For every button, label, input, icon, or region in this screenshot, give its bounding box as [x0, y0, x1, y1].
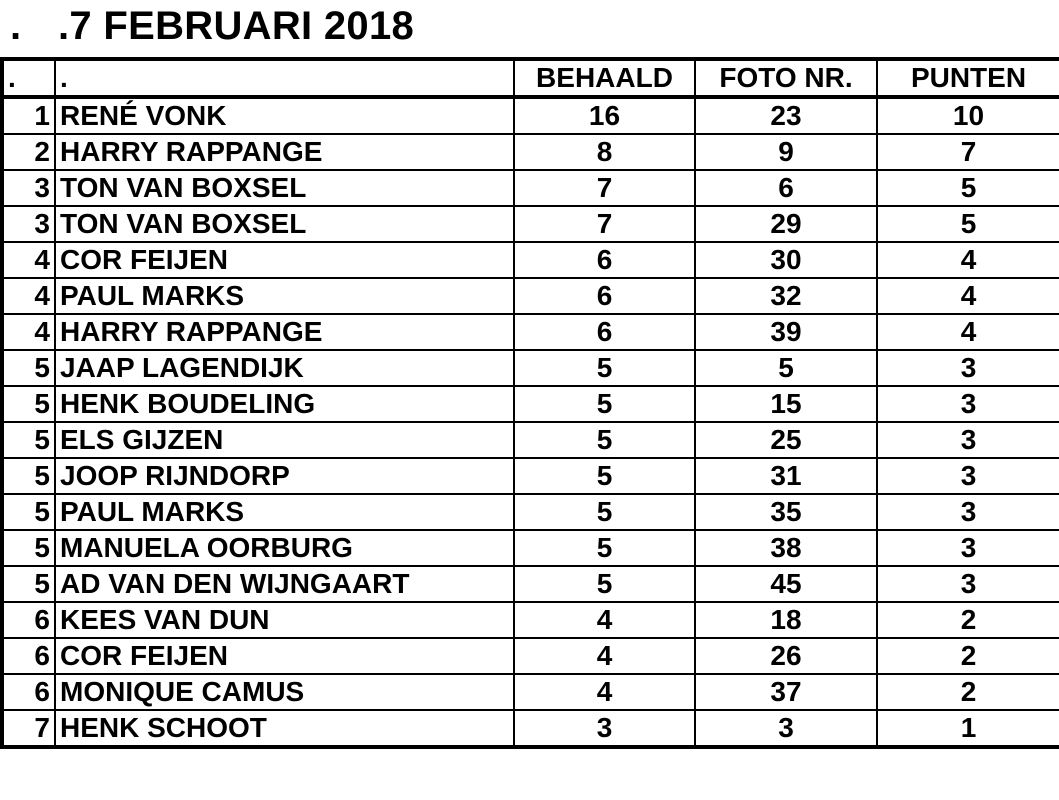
title-prefix: .	[10, 4, 22, 48]
cell-name: KEES VAN DUN	[55, 602, 514, 638]
table-row	[2, 314, 1059, 350]
cell-punten: 3	[877, 566, 1059, 602]
cell-rank: 6	[2, 602, 55, 638]
cell-foto-nr: 3	[695, 710, 877, 747]
table-row	[2, 278, 1059, 314]
cell-punten: 3	[877, 458, 1059, 494]
cell-rank: 5	[2, 458, 55, 494]
cell-behaald: 5	[514, 350, 695, 386]
cell-name: ELS GIJZEN	[55, 422, 514, 458]
table-row	[2, 710, 1059, 747]
table-row	[2, 530, 1059, 566]
cell-rank: 5	[2, 386, 55, 422]
cell-rank: 5	[2, 530, 55, 566]
cell-behaald: 6	[514, 278, 695, 314]
cell-name: PAUL MARKS	[55, 494, 514, 530]
table-row	[2, 602, 1059, 638]
cell-behaald: 4	[514, 638, 695, 674]
results-table	[0, 57, 1059, 749]
cell-foto-nr: 35	[695, 494, 877, 530]
cell-name: HENK BOUDELING	[55, 386, 514, 422]
cell-behaald: 6	[514, 314, 695, 350]
cell-rank: 4	[2, 242, 55, 278]
header-behaald: BEHAALD	[514, 59, 695, 97]
cell-behaald: 4	[514, 602, 695, 638]
cell-punten: 10	[877, 97, 1059, 134]
cell-rank: 4	[2, 278, 55, 314]
cell-name: MONIQUE CAMUS	[55, 674, 514, 710]
cell-name: TON VAN BOXSEL	[55, 206, 514, 242]
cell-foto-nr: 39	[695, 314, 877, 350]
cell-rank: 5	[2, 566, 55, 602]
cell-foto-nr: 37	[695, 674, 877, 710]
cell-rank: 4	[2, 314, 55, 350]
cell-name: RENÉ VONK	[55, 97, 514, 134]
header-row	[2, 59, 1059, 97]
table-row	[2, 458, 1059, 494]
cell-name: TON VAN BOXSEL	[55, 170, 514, 206]
table-row	[2, 494, 1059, 530]
cell-punten: 4	[877, 242, 1059, 278]
table-row	[2, 566, 1059, 602]
cell-punten: 2	[877, 638, 1059, 674]
table-row	[2, 386, 1059, 422]
cell-behaald: 8	[514, 134, 695, 170]
table-row	[2, 350, 1059, 386]
table-row	[2, 206, 1059, 242]
cell-punten: 4	[877, 278, 1059, 314]
table-row	[2, 134, 1059, 170]
header-rank: .	[2, 59, 55, 97]
cell-punten: 3	[877, 422, 1059, 458]
cell-behaald: 5	[514, 458, 695, 494]
cell-rank: 3	[2, 170, 55, 206]
table-row	[2, 674, 1059, 710]
cell-rank: 6	[2, 674, 55, 710]
cell-punten: 5	[877, 170, 1059, 206]
cell-name: COR FEIJEN	[55, 638, 514, 674]
title-text: .7 FEBRUARI 2018	[58, 4, 415, 48]
table-row	[2, 242, 1059, 278]
cell-punten: 4	[877, 314, 1059, 350]
cell-rank: 5	[2, 350, 55, 386]
cell-name: AD VAN DEN WIJNGAART	[55, 566, 514, 602]
cell-behaald: 5	[514, 494, 695, 530]
cell-punten: 3	[877, 350, 1059, 386]
cell-foto-nr: 5	[695, 350, 877, 386]
cell-behaald: 6	[514, 242, 695, 278]
cell-behaald: 4	[514, 674, 695, 710]
cell-behaald: 3	[514, 710, 695, 747]
cell-foto-nr: 32	[695, 278, 877, 314]
table-row	[2, 422, 1059, 458]
cell-rank: 1	[2, 97, 55, 134]
cell-behaald: 5	[514, 386, 695, 422]
cell-behaald: 7	[514, 206, 695, 242]
cell-rank: 5	[2, 422, 55, 458]
cell-name: JOOP RIJNDORP	[55, 458, 514, 494]
table-header	[2, 59, 1059, 97]
cell-punten: 7	[877, 134, 1059, 170]
cell-rank: 5	[2, 494, 55, 530]
header-name: .	[55, 59, 514, 97]
cell-foto-nr: 23	[695, 97, 877, 134]
cell-foto-nr: 29	[695, 206, 877, 242]
cell-punten: 5	[877, 206, 1059, 242]
cell-foto-nr: 30	[695, 242, 877, 278]
cell-punten: 3	[877, 386, 1059, 422]
cell-name: HENK SCHOOT	[55, 710, 514, 747]
header-punten: PUNTEN	[877, 59, 1059, 97]
table-row	[2, 170, 1059, 206]
table-row	[2, 97, 1059, 134]
table-body	[2, 97, 1059, 747]
cell-name: JAAP LAGENDIJK	[55, 350, 514, 386]
table-row	[2, 638, 1059, 674]
cell-punten: 3	[877, 530, 1059, 566]
cell-foto-nr: 18	[695, 602, 877, 638]
header-foto-nr: FOTO NR.	[695, 59, 877, 97]
cell-punten: 3	[877, 494, 1059, 530]
cell-rank: 2	[2, 134, 55, 170]
cell-foto-nr: 9	[695, 134, 877, 170]
cell-foto-nr: 6	[695, 170, 877, 206]
cell-behaald: 5	[514, 566, 695, 602]
cell-rank: 7	[2, 710, 55, 747]
cell-behaald: 7	[514, 170, 695, 206]
cell-foto-nr: 45	[695, 566, 877, 602]
cell-punten: 2	[877, 674, 1059, 710]
cell-behaald: 5	[514, 530, 695, 566]
cell-behaald: 16	[514, 97, 695, 134]
cell-foto-nr: 25	[695, 422, 877, 458]
cell-rank: 3	[2, 206, 55, 242]
cell-name: COR FEIJEN	[55, 242, 514, 278]
cell-foto-nr: 15	[695, 386, 877, 422]
page-title	[0, 0, 1059, 56]
cell-name: MANUELA OORBURG	[55, 530, 514, 566]
cell-punten: 2	[877, 602, 1059, 638]
cell-name: PAUL MARKS	[55, 278, 514, 314]
cell-name: HARRY RAPPANGE	[55, 134, 514, 170]
cell-foto-nr: 38	[695, 530, 877, 566]
cell-foto-nr: 31	[695, 458, 877, 494]
cell-behaald: 5	[514, 422, 695, 458]
cell-name: HARRY RAPPANGE	[55, 314, 514, 350]
cell-punten: 1	[877, 710, 1059, 747]
cell-rank: 6	[2, 638, 55, 674]
cell-foto-nr: 26	[695, 638, 877, 674]
